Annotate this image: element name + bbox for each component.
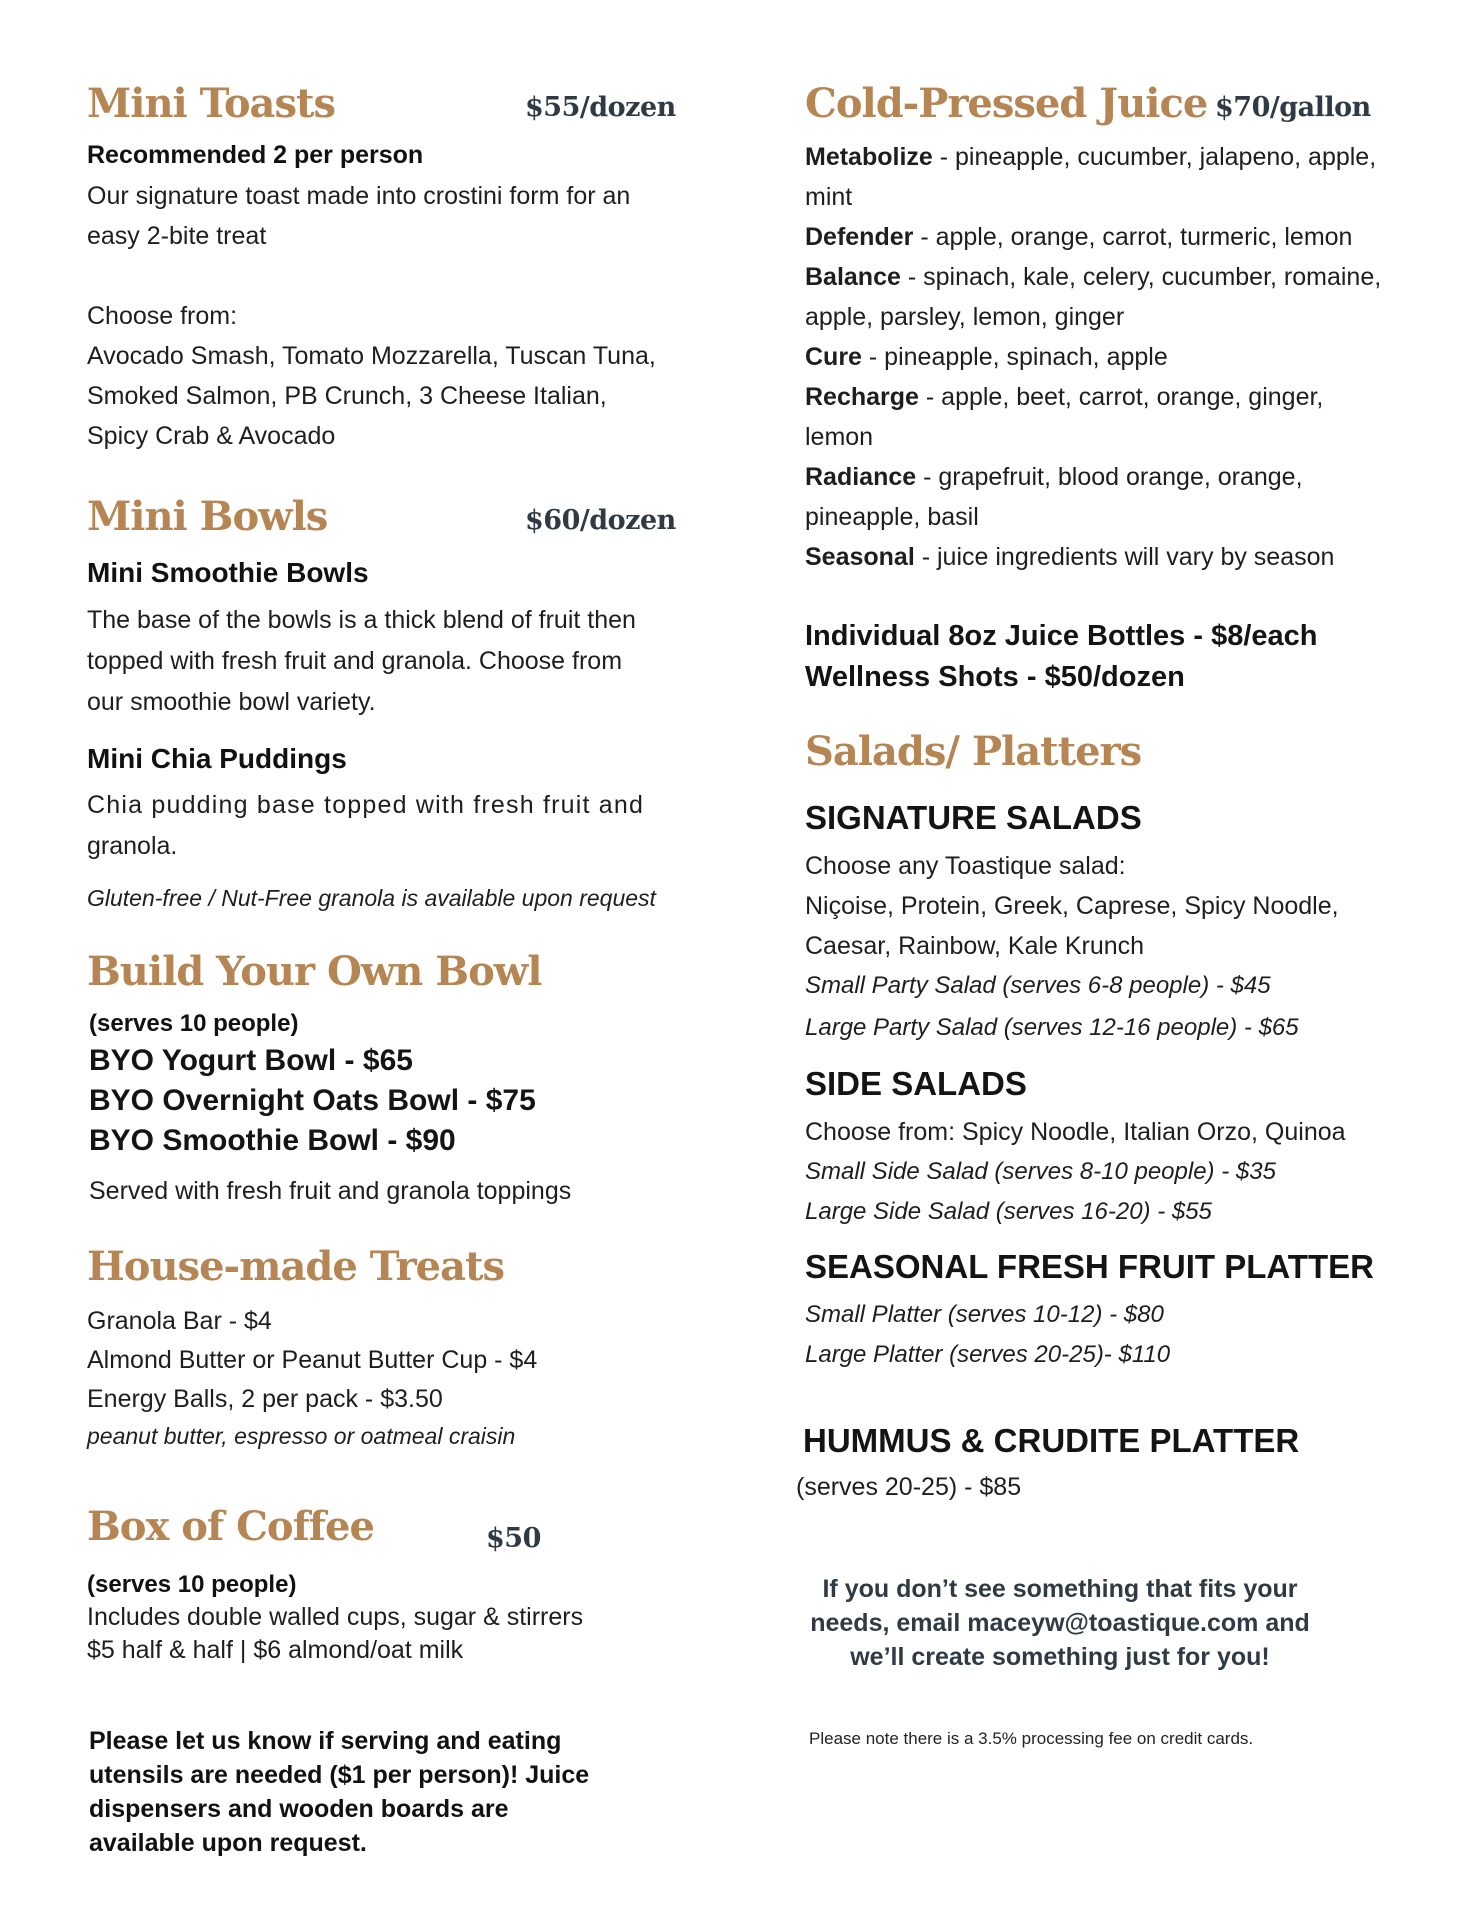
mini-toasts-desc-2: easy 2-bite treat bbox=[87, 222, 267, 250]
juice-name: Radiance bbox=[805, 463, 917, 491]
side-small: Small Side Salad (serves 8-10 people) - $35 bbox=[805, 1158, 1276, 1185]
byo-item-yogurt: BYO Yogurt Bowl - $65 bbox=[89, 1044, 413, 1077]
juice-title: Cold-Pressed Juice bbox=[805, 80, 1208, 127]
juice-item-radiance bbox=[805, 457, 1345, 537]
fruit-platter-title: SEASONAL FRESH FRUIT PLATTER bbox=[805, 1248, 1374, 1285]
juice-name: Seasonal bbox=[805, 543, 915, 571]
mini-toasts-title: Mini Toasts bbox=[87, 80, 335, 127]
coffee-line-1: Includes double walled cups, sugar & stirrers bbox=[87, 1603, 584, 1631]
signature-small: Small Party Salad (serves 6-8 people) - $45 bbox=[805, 972, 1271, 999]
side-choose: Choose from: Spicy Noodle, Italian Orzo, Quinoa bbox=[805, 1118, 1346, 1146]
mini-chia-desc-2: granola. bbox=[87, 832, 178, 860]
juice-name: Balance bbox=[805, 263, 901, 291]
mini-toasts-subtitle: Recommended 2 per person bbox=[87, 141, 424, 169]
coffee-line-2: $5 half & half | $6 almond/oat milk bbox=[87, 1636, 464, 1664]
signature-options-1: Niçoise, Protein, Greek, Caprese, Spicy Noodle, bbox=[805, 892, 1339, 920]
byo-title: Build Your Own Bowl bbox=[87, 948, 542, 995]
fee-note: Please note there is a 3.5% processing fee on credit cards. bbox=[809, 1729, 1254, 1748]
treats-flavors: peanut butter, espresso or oatmeal craisin bbox=[87, 1423, 516, 1449]
mini-smoothie-desc-3: our smoothie bowl variety. bbox=[87, 688, 376, 716]
treats-title: House-made Treats bbox=[87, 1243, 505, 1290]
juice-price: $70/gallon bbox=[1215, 92, 1371, 123]
salads-title: Salads/ Platters bbox=[805, 728, 1142, 775]
signature-options-2: Caesar, Rainbow, Kale Krunch bbox=[805, 932, 1145, 960]
juice-name: Defender bbox=[805, 223, 914, 251]
gluten-free-note: Gluten-free / Nut-Free granola is available upon request bbox=[87, 885, 656, 911]
mini-toasts-desc-1: Our signature toast made into crostini form for an bbox=[87, 182, 631, 210]
mini-bowls-price: $60/dozen bbox=[525, 505, 676, 536]
side-salads-title: SIDE SALADS bbox=[805, 1065, 1027, 1102]
treats-item-energy-balls: Energy Balls, 2 per pack - $3.50 bbox=[87, 1385, 443, 1413]
juice-name: Cure bbox=[805, 343, 862, 371]
mini-toasts-choose: Choose from: bbox=[87, 302, 238, 330]
mini-smoothie-desc-1: The base of the bowls is a thick blend of fruit then bbox=[87, 606, 636, 634]
juice-desc: - apple, orange, carrot, turmeric, lemon bbox=[913, 223, 1353, 251]
byo-item-smoothie: BYO Smoothie Bowl - $90 bbox=[89, 1124, 456, 1157]
juice-desc: - pineapple, spinach, apple bbox=[861, 343, 1168, 371]
mini-smoothie-bowls-title: Mini Smoothie Bowls bbox=[87, 557, 369, 588]
byo-item-oats: BYO Overnight Oats Bowl - $75 bbox=[89, 1084, 536, 1117]
juice-item-recharge bbox=[805, 377, 1365, 457]
juice-name: Recharge bbox=[805, 383, 919, 411]
mini-toasts-options-2: Smoked Salmon, PB Crunch, 3 Cheese Italian, bbox=[87, 382, 607, 410]
juice-desc: - apple, beet, carrot, orange, ginger, lemon bbox=[805, 383, 1324, 451]
mini-toasts-options-3: Spicy Crab & Avocado bbox=[87, 422, 336, 450]
signature-intro: Choose any Toastique salad: bbox=[805, 852, 1126, 880]
juice-desc: - grapefruit, blood orange, orange, pineapple, basil bbox=[805, 463, 1303, 531]
juice-item-seasonal bbox=[805, 537, 1405, 577]
juice-item-balance bbox=[805, 257, 1405, 337]
mini-chia-title: Mini Chia Puddings bbox=[87, 743, 347, 774]
utensils-note: Please let us know if serving and eating utensils are needed ($1 per person)! Juice dispensers and wooden boards are available upon request. bbox=[89, 1727, 590, 1857]
mini-chia-desc-1: Chia pudding base topped with fresh fruit and bbox=[87, 791, 645, 819]
side-large: Large Side Salad (serves 16-20) - $55 bbox=[805, 1198, 1212, 1225]
signature-large: Large Party Salad (serves 12-16 people) - $65 bbox=[805, 1014, 1299, 1041]
juice-item-defender bbox=[805, 217, 1395, 257]
byo-serves: (serves 10 people) bbox=[89, 1010, 299, 1037]
juice-desc: - spinach, kale, celery, cucumber, romaine, apple, parsley, lemon, ginger bbox=[805, 263, 1382, 331]
treats-item-granola: Granola Bar - $4 bbox=[87, 1307, 272, 1335]
signature-salads-title: SIGNATURE SALADS bbox=[805, 799, 1142, 836]
juice-name: Metabolize bbox=[805, 143, 933, 171]
wellness-shots: Wellness Shots - $50/dozen bbox=[805, 661, 1185, 693]
contact-note: If you don’t see something that fits your needs, email maceyw@toastique.com and we’ll create something just for you! bbox=[810, 1575, 1310, 1671]
juice-item-metabolize bbox=[805, 137, 1395, 217]
hummus-serves: (serves 20-25) - $85 bbox=[796, 1473, 1022, 1501]
coffee-title: Box of Coffee bbox=[87, 1503, 374, 1550]
mini-bowls-title: Mini Bowls bbox=[87, 493, 328, 540]
fruit-large: Large Platter (serves 20-25)- $110 bbox=[805, 1341, 1171, 1368]
treats-item-butter-cup: Almond Butter or Peanut Butter Cup - $4 bbox=[87, 1346, 538, 1374]
mini-toasts-options-1: Avocado Smash, Tomato Mozzarella, Tuscan Tuna, bbox=[87, 342, 656, 370]
fruit-small: Small Platter (serves 10-12) - $80 bbox=[805, 1301, 1164, 1328]
juice-bottles: Individual 8oz Juice Bottles - $8/each bbox=[805, 620, 1318, 652]
byo-note: Served with fresh fruit and granola toppings bbox=[89, 1177, 572, 1205]
mini-smoothie-desc-2: topped with fresh fruit and granola. Choose from bbox=[87, 647, 623, 675]
juice-item-cure bbox=[805, 337, 1395, 377]
mini-toasts-price: $55/dozen bbox=[525, 92, 676, 123]
coffee-serves: (serves 10 people) bbox=[87, 1571, 297, 1598]
juice-desc: - pineapple, cucumber, jalapeno, apple, mint bbox=[805, 143, 1377, 211]
hummus-title: HUMMUS & CRUDITE PLATTER bbox=[803, 1422, 1300, 1459]
juice-desc: - juice ingredients will vary by season bbox=[914, 543, 1335, 571]
coffee-price: $50 bbox=[486, 1523, 541, 1554]
